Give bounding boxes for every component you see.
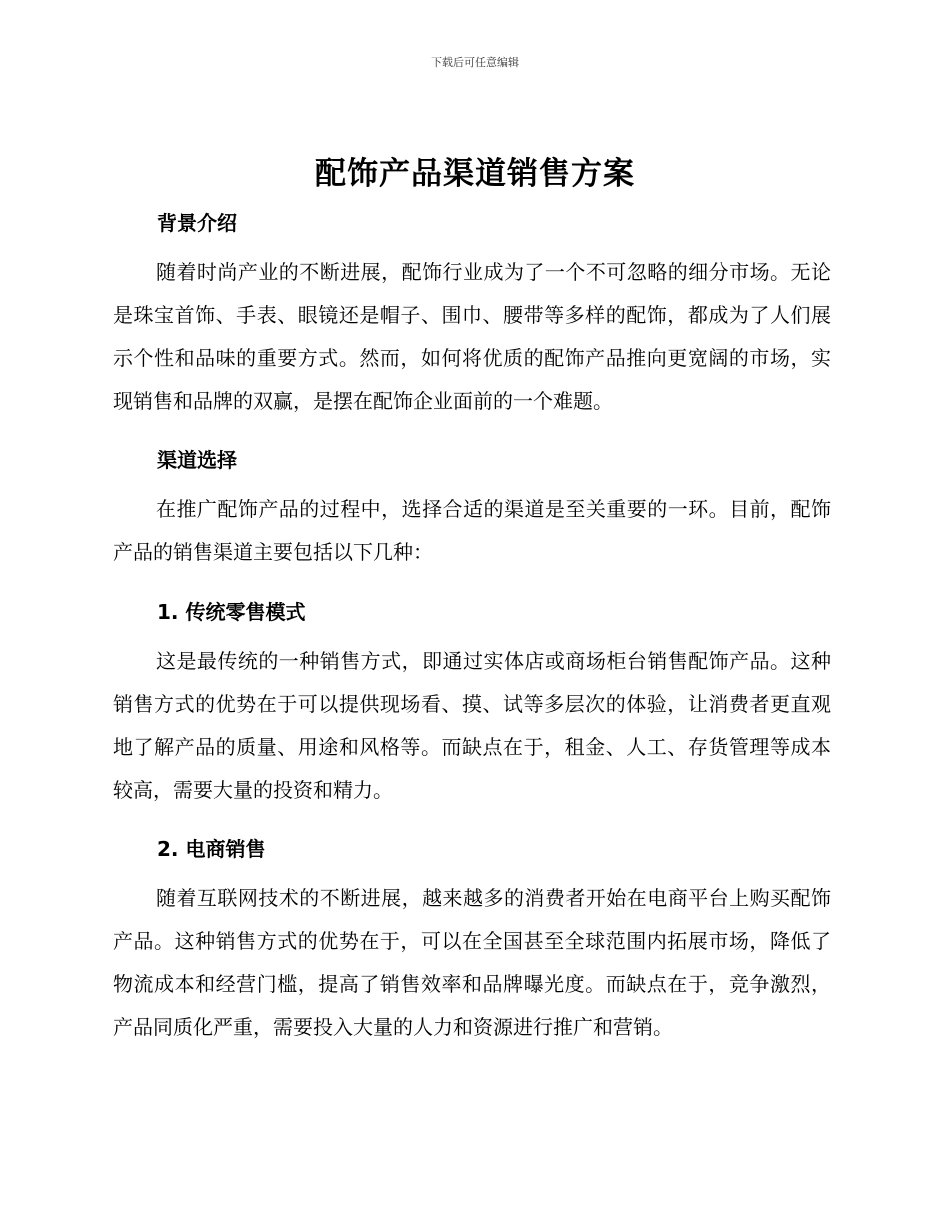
section-body-traditional-retail: 这是最传统的一种销售方式，即通过实体店或商场柜台销售配饰产品。这种销售方式的优势在于可以提供现场看、摸、试等多层次的体验，让消费者更直观地了解产品的质量、用途和风格等。而缺点在于，租金、人工、存货管理等成本较高，需要大量的投资和精力。 <box>113 649 831 802</box>
document-title: 配饰产品渠道销售方案 <box>315 156 635 192</box>
section-heading-ecommerce: 2. 电商销售 <box>157 837 266 861</box>
section-body-background: 随着时尚产业的不断进展，配饰行业成为了一个不可忽略的细分市场。无论是珠宝首饰、手表、眼镜还是帽子、围巾、腰带等多样的配饰，都成为了人们展示个性和品味的重要方式。然而，如何将优质的配饰产品推向更宽阔的市场，实现销售和品牌的双赢，是摆在配饰企业面前的一个难题。 <box>113 260 831 413</box>
section-body-ecommerce: 随着互联网技术的不断进展，越来越多的消费者开始在电商平台上购买配饰产品。这种销售方式的优势在于，可以在全国甚至全球范围内拓展市场，降低了物流成本和经营门槛，提高了销售效率和品牌曝光度。而缺点在于，竞争激烈，产品同质化严重，需要投入大量的人力和资源进行推广和营销。 <box>113 886 831 1039</box>
section-heading-traditional-retail: 1. 传统零售模式 <box>157 600 306 624</box>
page-header-note: 下载后可任意编辑 <box>431 56 519 69</box>
section-heading-background: 背景介绍 <box>157 211 237 235</box>
section-body-channel-selection: 在推广配饰产品的过程中，选择合适的渠道是至关重要的一环。目前，配饰产品的销售渠道主要包括以下几种： <box>113 497 831 564</box>
section-heading-channel-selection: 渠道选择 <box>157 448 237 472</box>
